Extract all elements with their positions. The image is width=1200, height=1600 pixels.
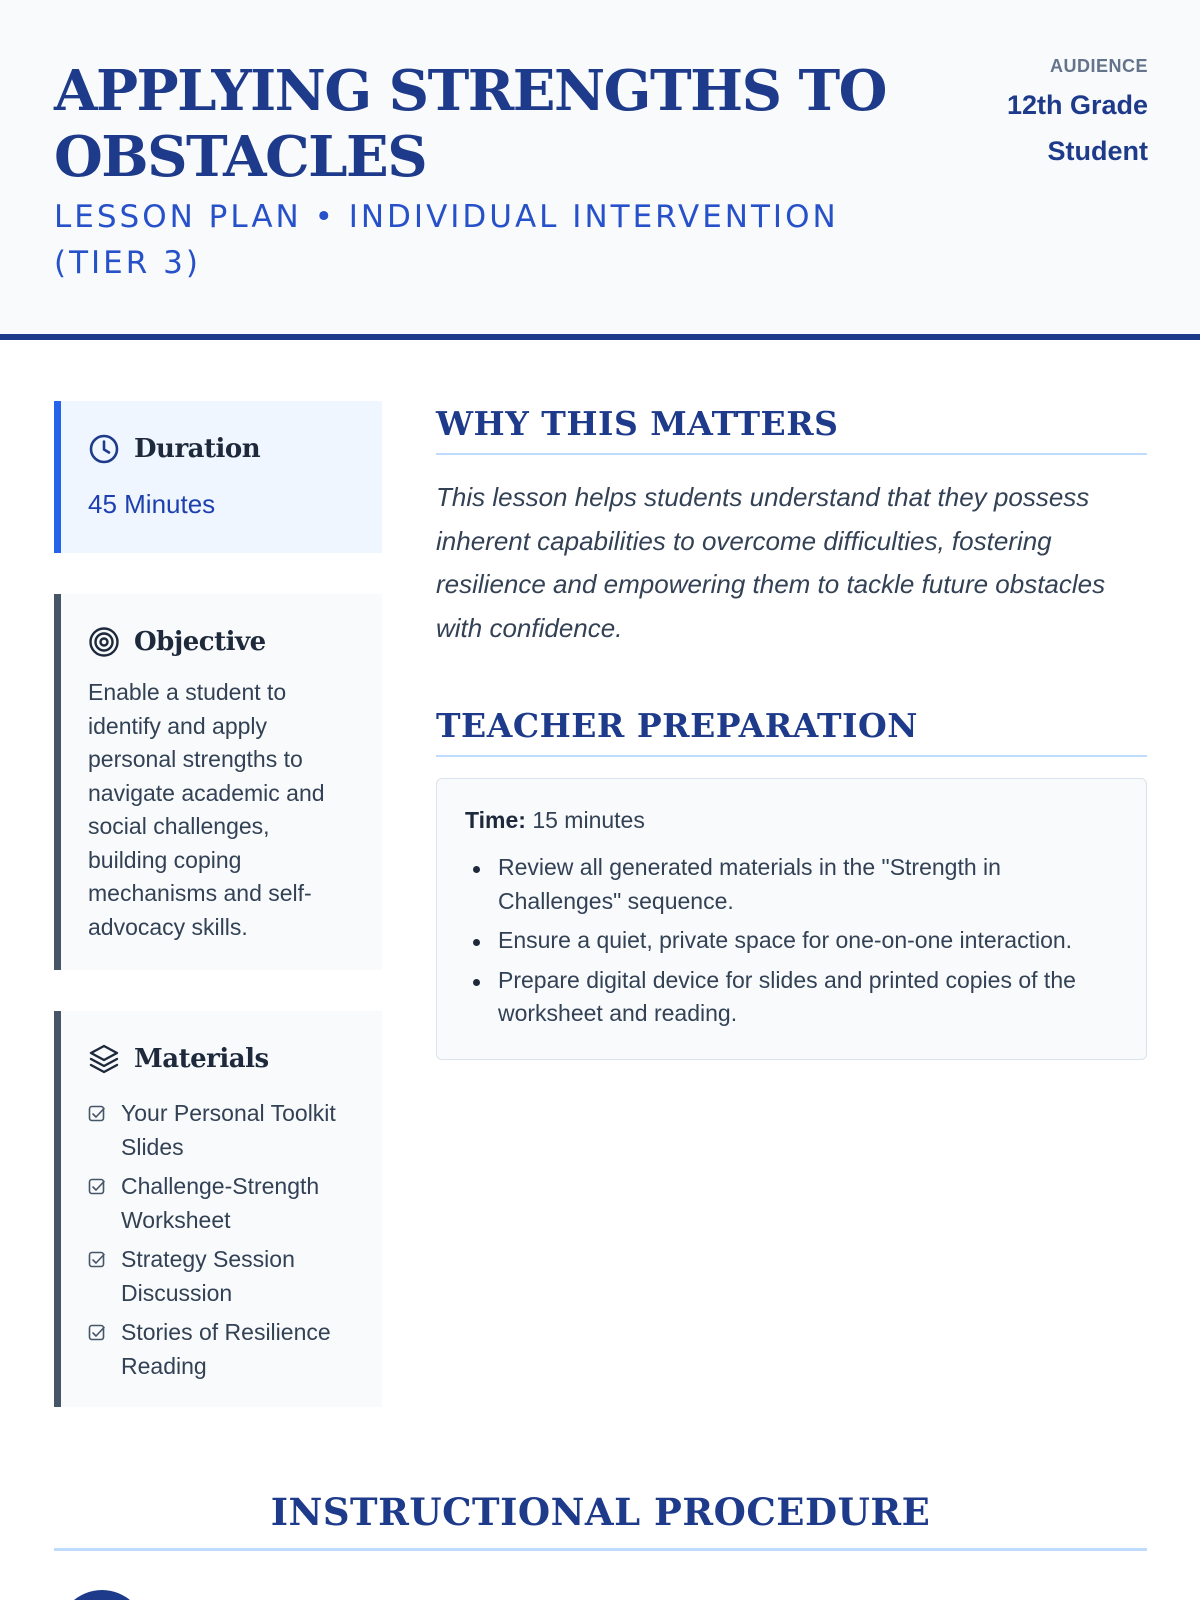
page-subtitle: LESSON PLAN • INDIVIDUAL INTERVENTION (TIER 3): [54, 199, 839, 281]
duration-value: 45 Minutes: [88, 489, 216, 519]
list-item: [88, 1170, 358, 1237]
audience-value: [888, 82, 1148, 174]
checkbox-icon: [88, 1324, 106, 1342]
duration-card: [54, 401, 382, 553]
list-item: Ensure a quiet, private space for one-on-one interaction.: [465, 924, 1115, 958]
list-item: [88, 1243, 358, 1310]
materials-card: [54, 1011, 382, 1407]
audience-label: AUDIENCE: [1049, 56, 1148, 76]
procedure-heading: INSTRUCTIONAL PROCEDURE: [54, 1490, 1147, 1551]
prep-heading: TEACHER PREPARATION: [436, 706, 1147, 757]
prep-box: [436, 778, 1147, 1060]
prep-list: [465, 851, 1115, 1037]
list-item: [88, 1097, 358, 1164]
layers-icon: [88, 1043, 120, 1075]
why-heading: WHY THIS MATTERS: [436, 404, 1147, 455]
audience-block: [888, 54, 1148, 174]
material-label: Strategy Session Discussion: [121, 1246, 295, 1306]
prep-time-label: Time:: [465, 807, 526, 833]
step-number-badge: [58, 1590, 146, 1600]
objective-text: Enable a student to identify and apply personal strengths to navigate academic and social challenges, building coping mechanisms and self-advocacy skills.: [88, 679, 325, 940]
audience-value-line2: Student: [1047, 136, 1148, 166]
material-label: Stories of Resilience Reading: [121, 1319, 331, 1379]
target-icon: [88, 626, 120, 658]
prep-time: [465, 807, 645, 834]
list-item: Prepare digital device for slides and printed copies of the worksheet and reading.: [465, 964, 1115, 1031]
material-label: Your Personal Toolkit Slides: [121, 1100, 336, 1160]
why-text: This lesson helps students understand that they possess inherent capabilities to overcome difficulties, fostering resilience and empowering them to tackle future obstacles with confidence.: [436, 482, 1106, 643]
objective-heading: [88, 626, 266, 658]
audience-value-line1: 12th Grade: [1006, 90, 1148, 120]
clock-icon: [88, 433, 120, 465]
checkbox-icon: [88, 1251, 106, 1269]
checkbox-icon: [88, 1105, 106, 1123]
prep-time-value: 15 minutes: [532, 807, 645, 833]
duration-heading: [88, 433, 260, 465]
objective-card: [54, 594, 382, 970]
page-header: [0, 0, 1200, 340]
objective-title: Objective: [134, 627, 266, 657]
materials-title: Materials: [134, 1044, 269, 1074]
materials-list: [88, 1097, 358, 1389]
materials-heading: [88, 1043, 269, 1075]
list-item: Review all generated materials in the "Strength in Challenges" sequence.: [465, 851, 1115, 918]
page-title: APPLYING STRENGTHS TO OBSTACLES: [54, 58, 886, 190]
duration-title: Duration: [134, 434, 261, 464]
material-label: Challenge-Strength Worksheet: [121, 1173, 320, 1233]
list-item: [88, 1316, 358, 1383]
checkbox-icon: [88, 1178, 106, 1196]
